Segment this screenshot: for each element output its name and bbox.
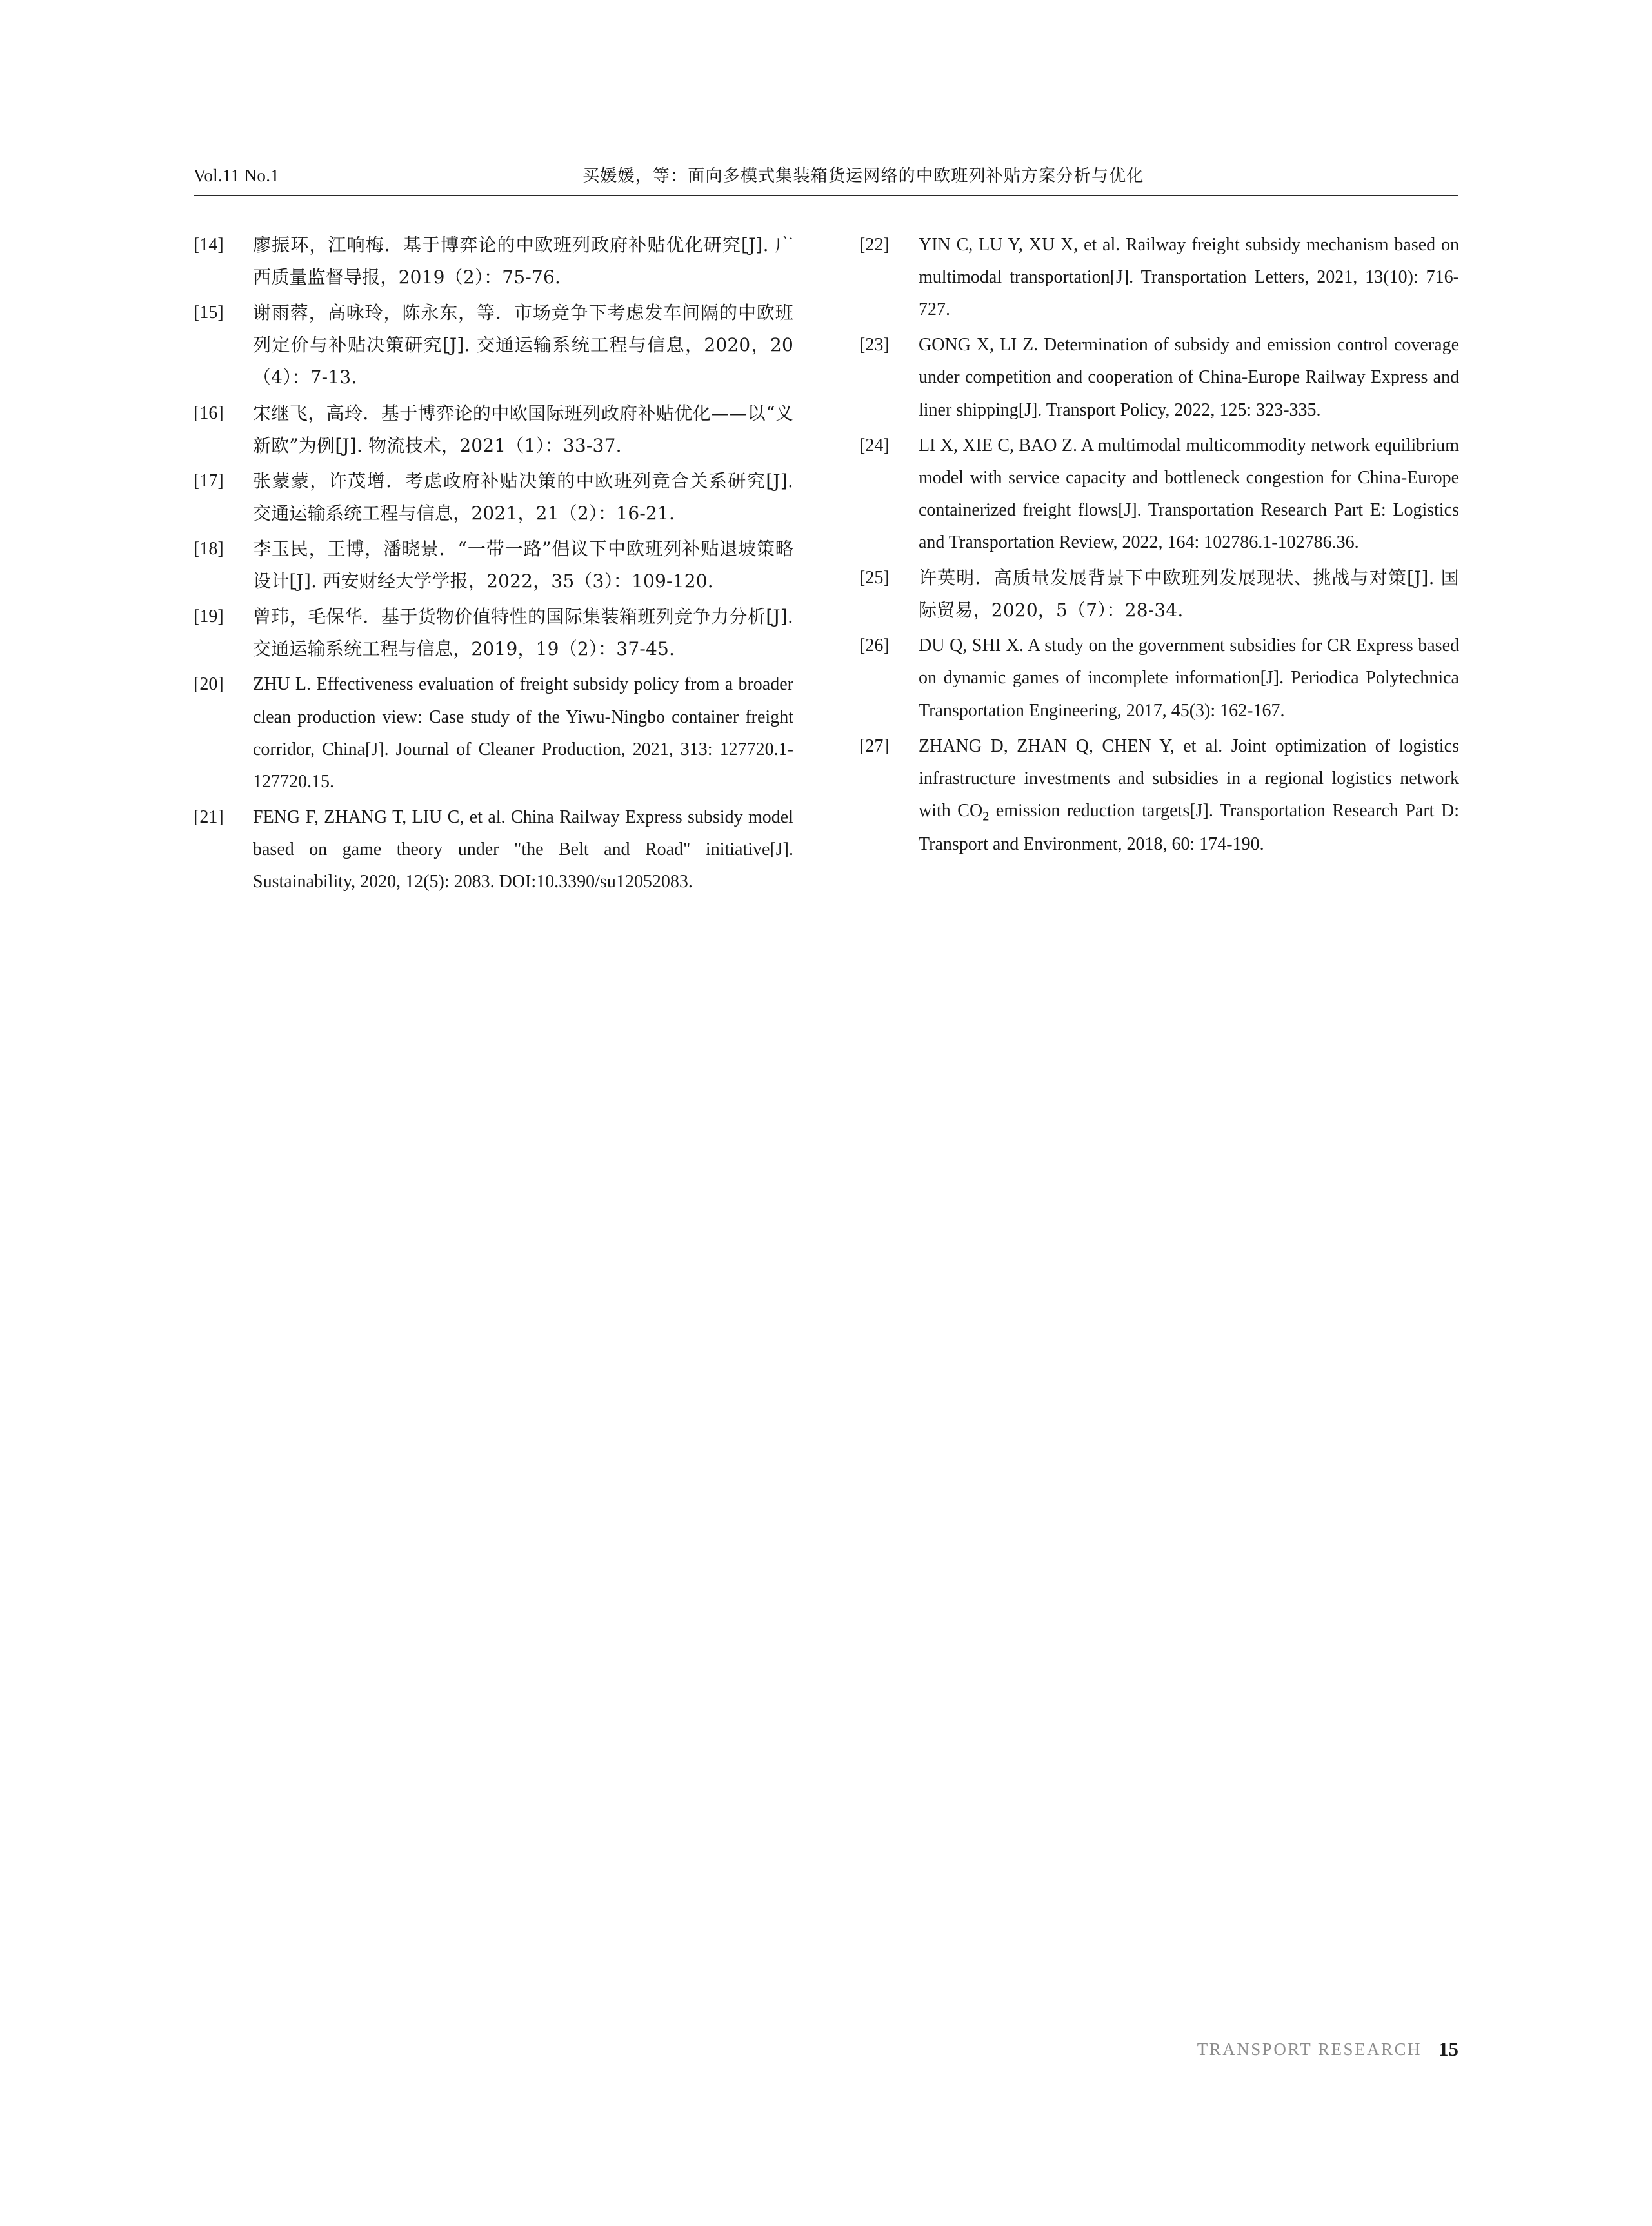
- reference-number: [16]: [194, 403, 224, 423]
- reference-number: [23]: [859, 335, 890, 356]
- reference-number: [19]: [194, 607, 224, 627]
- reference-number: [22]: [859, 235, 890, 255]
- reference-text: 张蒙蒙，许茂增．考虑政府补贴决策的中欧班列竞合关系研究[J]. 交通运输系统工程与信息，2021，21（2）：16-21.: [253, 470, 793, 524]
- reference-number: [26]: [859, 636, 890, 656]
- reference-text: 李玉民，王博，潘晓景．“一带一路”倡议下中欧班列补贴退坡策略设计[J]. 西安财经大学学报，2022，35（3）：109-120.: [253, 537, 793, 592]
- reference-entry: [194, 801, 793, 898]
- running-title: 买媛媛，等：面向多模式集装箱货运网络的中欧班列补贴方案分析与优化: [582, 166, 1144, 185]
- reference-entry: [859, 562, 1459, 627]
- reference-number: [14]: [194, 235, 224, 255]
- reference-number: [18]: [194, 538, 224, 559]
- reference-text: YIN C, LU Y, XU X, et al. Railway freight subsidy mechanism based on multimodal transportation[J]. Transportation Letters, 2021, 13(10): 716-727.: [919, 235, 1459, 320]
- reference-text: FENG F, ZHANG T, LIU C, et al. China Railway Express subsidy model based on game theory under "the Belt and Road" initiative[J]. Sustainability, 2020, 12(5): 2083. DOI:10.3390/su12052083.: [253, 807, 793, 892]
- reference-number: [21]: [194, 807, 224, 827]
- reference-text: 许英明．高质量发展背景下中欧班列发展现状、挑战与对策[J]. 国际贸易，2020，5（7）：28-34.: [919, 567, 1459, 621]
- page-footer: [1197, 2038, 1458, 2061]
- volume-issue: Vol.11 No.1: [194, 166, 280, 185]
- reference-text: 谢雨蓉，高咏玲，陈永东，等．市场竞争下考虑发车间隔的中欧班列定价与补贴决策研究[J]. 交通运输系统工程与信息，2020，20（4）：7-13.: [253, 302, 793, 388]
- reference-entry: [859, 229, 1459, 326]
- page-number: 15: [1438, 2038, 1458, 2060]
- references-columns: [194, 229, 1459, 901]
- reference-number: [20]: [194, 674, 224, 695]
- reference-entry: [194, 297, 793, 394]
- reference-entry: [194, 601, 793, 665]
- reference-text: LI X, XIE C, BAO Z. A multimodal multicommodity network equilibrium model with service capacity and bottleneck congestion for China-Europe containerized freight flows[J]. Transportation Research Part E: Logistics and Transportation Review, 2022, 164: 102786.1-102786.36.: [919, 435, 1459, 552]
- reference-entry: [194, 465, 793, 530]
- reference-entry: [859, 730, 1459, 861]
- reference-text: DU Q, SHI X. A study on the government subsidies for CR Express based on dynamic games of incomplete information[J]. Periodica Polytechnica Transportation Engineering, 2017, 45(3): 162-167.: [919, 636, 1459, 721]
- reference-entry: [194, 668, 793, 797]
- reference-text: 曾玮，毛保华．基于货物价值特性的国际集装箱班列竞争力分析[J]. 交通运输系统工程与信息，2019，19（2）：37-45.: [253, 606, 793, 660]
- reference-entry: [859, 430, 1459, 559]
- reference-text: 宋继飞，高玲．基于博弈论的中欧国际班列政府补贴优化——以“义新欧”为例[J]. 物流技术，2021（1）：33-37.: [253, 402, 793, 456]
- reference-number: [25]: [859, 568, 890, 588]
- reference-text: ZHANG D, ZHAN Q, CHEN Y, et al. Joint optimization of logistics infrastructure investments and subsidies in a regional logistics network with $CO_2$ emission reduction targets[J]. Transportation Research Part D: Transport and Environment, 2018, 60: 174-190.: [919, 736, 1459, 854]
- reference-number: [24]: [859, 435, 890, 456]
- footer-journal-name: TRANSPORT RESEARCH: [1197, 2039, 1422, 2059]
- reference-entry: [859, 329, 1459, 426]
- reference-entry: [194, 397, 793, 462]
- right-column: [859, 229, 1459, 901]
- reference-text: 廖振环，江响梅．基于博弈论的中欧班列政府补贴优化研究[J]. 广西质量监督导报，2019（2）：75-76.: [253, 234, 793, 288]
- reference-number: [27]: [859, 736, 890, 756]
- page-header: [194, 163, 1458, 186]
- reference-entry: [859, 630, 1459, 727]
- reference-text: GONG X, LI Z. Determination of subsidy and emission control coverage under competition and cooperation of China-Europe Railway Express and liner shipping[J]. Transport Policy, 2022, 125: 323-335.: [919, 335, 1459, 420]
- reference-text: ZHU L. Effectiveness evaluation of freight subsidy policy from a broader clean production view: Case study of the Yiwu-Ningbo container freight corridor, China[J]. Journal of Cleaner Production, 2021, 313: 127720.1-127720.15.: [253, 674, 793, 792]
- reference-number: [17]: [194, 470, 224, 491]
- reference-entry: [194, 229, 793, 294]
- left-column: [194, 229, 793, 901]
- reference-number: [15]: [194, 303, 224, 323]
- header-divider: [194, 195, 1458, 196]
- reference-entry: [194, 533, 793, 597]
